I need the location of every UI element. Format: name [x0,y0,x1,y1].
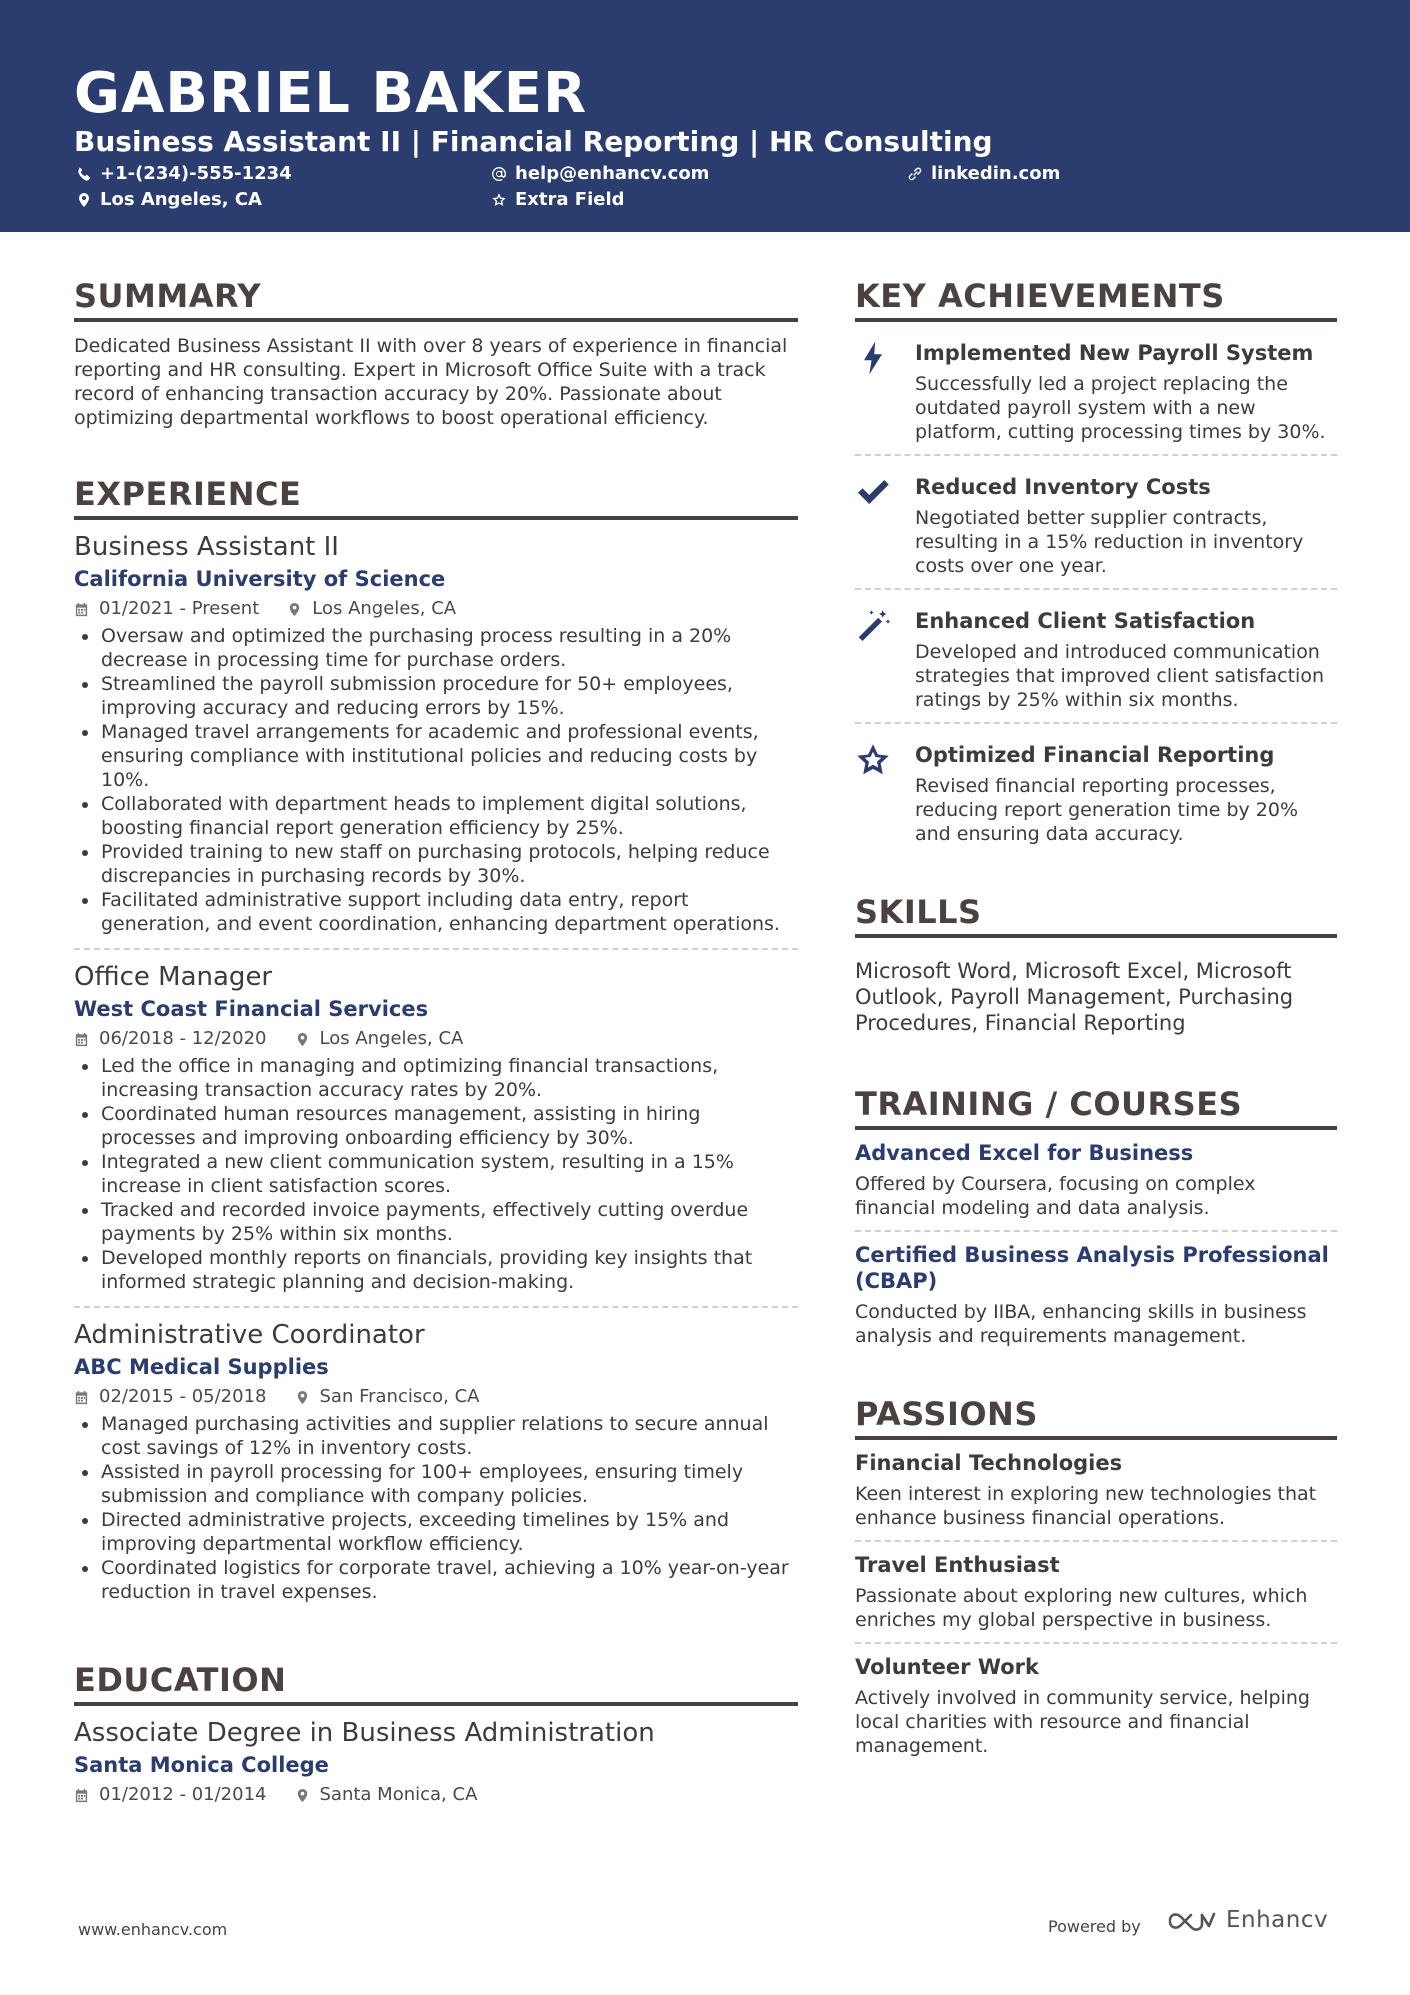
calendar-icon [74,1788,89,1803]
list-item: Facilitated administrative support including data entry, report generation, and event coordination, enhancing department operations. [74,888,798,936]
passion-desc: Keen interest in exploring new technologies that enhance business financial operations. [855,1483,1317,1529]
candidate-name: GABRIEL BAKER [74,61,588,126]
star-outline-icon [491,192,507,208]
list-item: Coordinated logistics for corporate travel, achieving a 10% year-on-year reduction in travel expenses. [74,1556,798,1604]
passion-item [855,1644,1337,1768]
training-title: Advanced Excel for Business [855,1141,1194,1165]
list-item: Integrated a new client communication system, resulting in a 15% increase in client satisfaction scores. [74,1150,798,1198]
contact-linkedin[interactable] [907,162,1060,186]
summary-heading: SUMMARY [74,276,798,322]
enhancv-logo-icon [1166,1907,1216,1933]
calendar-icon [74,602,89,617]
job-meta [74,596,798,622]
email-text: help@enhancv.com [515,163,710,184]
list-item: Collaborated with department heads to implement digital solutions, boosting financial report generation efficiency by 25%. [74,792,798,840]
contact-location [76,188,262,212]
training-desc: Conducted by IIBA, enhancing skills in business analysis and requirements management. [855,1301,1307,1347]
education-section [74,1660,798,1820]
passion-title: Travel Enthusiast [855,1553,1060,1577]
passion-item [855,1542,1337,1644]
company-name: California University of Science [74,567,446,591]
list-item: Managed purchasing activities and supplier relations to secure annual cost savings of 12% in inventory costs. [74,1412,798,1460]
linkedin-text: linkedin.com [931,163,1061,184]
list-item: Oversaw and optimized the purchasing process resulting in a 20% decrease in processing time for purchase orders. [74,624,798,672]
achievement-item [855,456,1337,590]
resume-header [0,0,1410,232]
job-title: Administrative Coordinator [74,1320,425,1350]
job-meta [74,1384,798,1410]
training-desc: Offered by Coursera, focusing on complex financial modeling and data analysis. [855,1173,1256,1219]
location-pin-icon [295,1032,310,1047]
job-dates: 01/2021 - Present [99,598,260,619]
skills-heading: SKILLS [855,892,1337,938]
degree-title: Associate Degree in Business Administration [74,1718,655,1748]
link-icon [907,166,923,182]
summary-text: Dedicated Business Assistant II with over 8 years of experience in financial reporting and HR consulting. Expert in Microsoft Office Suite with a track record of enhancing transaction accuracy by 20%. Passionate about optimizing departmental workflows to boost operational efficiency. [74,335,788,429]
experience-heading: EXPERIENCE [74,474,798,520]
job-entry [74,1308,798,1616]
skills-text: Microsoft Word, Microsoft Excel, Microsoft Outlook, Payroll Management, Purchasing Procedures, Financial Reporting [855,959,1294,1035]
list-item: Developed monthly reports on financials, providing key insights that informed strategic planning and decision-making. [74,1246,798,1294]
achievement-title: Implemented New Payroll System [915,341,1314,365]
job-meta [74,1026,798,1052]
training-heading: TRAINING / COURSES [855,1084,1337,1130]
skills-section [855,892,1337,1036]
checkmark-icon [855,474,891,510]
lightning-icon [855,340,891,376]
location-pin-icon [287,602,302,617]
list-item: Streamlined the payroll submission procedure for 50+ employees, improving accuracy and reducing errors by 15%. [74,672,798,720]
training-title: Certified Business Analysis Professional (CBAP) [855,1243,1329,1293]
training-item [855,1130,1337,1232]
list-item: Provided training to new staff on purchasing protocols, helping reduce discrepancies in purchasing records by 30%. [74,840,798,888]
achievements-heading: KEY ACHIEVEMENTS [855,276,1337,322]
achievement-title: Enhanced Client Satisfaction [915,609,1256,633]
passion-title: Volunteer Work [855,1655,1039,1679]
passion-title: Financial Technologies [855,1451,1123,1475]
training-section [855,1084,1337,1358]
education-location: Santa Monica, CA [319,1784,478,1805]
education-meta [74,1782,798,1808]
calendar-icon [74,1390,89,1405]
experience-section [74,474,798,1616]
achievement-desc: Revised financial reporting processes, reducing report generation time by 20% and ensuring data accuracy. [915,775,1299,845]
job-entry [74,950,798,1308]
contact-email[interactable] [491,162,709,186]
passion-desc: Passionate about exploring new cultures, which enriches my global perspective in business. [855,1585,1308,1631]
job-location: Los Angeles, CA [319,1028,464,1049]
achievement-title: Optimized Financial Reporting [915,743,1275,767]
magic-wand-icon [855,608,891,644]
passion-item [855,1440,1337,1542]
summary-section [74,276,798,430]
job-location: San Francisco, CA [319,1386,480,1407]
calendar-icon [74,1032,89,1047]
phone-icon [76,166,92,182]
list-item: Tracked and recorded invoice payments, effectively cutting overdue payments by 25% within six months. [74,1198,798,1246]
achievement-item [855,590,1337,724]
education-entry [74,1706,798,1820]
list-item: Managed travel arrangements for academic and professional events, ensuring compliance with institutional policies and reducing costs by 10%. [74,720,798,792]
extra-text: Extra Field [515,189,625,210]
achievement-desc: Negotiated better supplier contracts, resulting in a 15% reduction in inventory costs over one year. [915,507,1304,577]
contact-phone[interactable] [76,162,292,186]
job-dates: 02/2015 - 05/2018 [99,1386,267,1407]
job-bullets [74,624,798,936]
job-bullets [74,1054,798,1294]
achievement-title: Reduced Inventory Costs [915,475,1211,499]
footer-powered-by: Powered by [1048,1917,1141,1936]
enhancv-logo[interactable] [1166,1907,1328,1933]
location-pin-icon [295,1788,310,1803]
location-pin-icon [76,192,92,208]
job-dates: 06/2018 - 12/2020 [99,1028,267,1049]
job-bullets [74,1412,798,1604]
right-column [855,276,1337,1812]
school-name: Santa Monica College [74,1753,329,1777]
achievement-item [855,724,1337,856]
contact-extra [491,188,625,212]
star-icon [855,742,891,778]
phone-text: +1-(234)-555-1234 [100,163,292,184]
left-column [74,276,798,1864]
company-name: West Coast Financial Services [74,997,429,1021]
passion-desc: Actively involved in community service, helping local charities with resource and financial management. [855,1687,1310,1757]
job-entry [74,520,798,950]
achievement-desc: Developed and introduced communication strategies that improved client satisfaction ratings by 25% within six months. [915,641,1325,711]
company-name: ABC Medical Supplies [74,1355,329,1379]
list-item: Directed administrative projects, exceeding timelines by 15% and improving departmental workflow efficiency. [74,1508,798,1556]
education-dates: 01/2012 - 01/2014 [99,1784,267,1805]
location-pin-icon [295,1390,310,1405]
achievements-section [855,276,1337,856]
job-title: Business Assistant II [74,532,339,562]
achievement-desc: Successfully led a project replacing the outdated payroll system with a new platform, cutting processing times by 30%. [915,373,1326,443]
list-item: Coordinated human resources management, assisting in hiring processes and improving onboarding efficiency by 30%. [74,1102,798,1150]
passions-section [855,1394,1337,1768]
enhancv-logo-text: Enhancv [1226,1907,1329,1933]
job-title: Office Manager [74,962,273,992]
location-text: Los Angeles, CA [100,189,262,210]
list-item: Assisted in payroll processing for 100+ employees, ensuring timely submission and compliance with company policies. [74,1460,798,1508]
candidate-headline: Business Assistant II | Financial Reporting | HR Consulting [74,125,993,158]
job-location: Los Angeles, CA [312,598,457,619]
passions-heading: PASSIONS [855,1394,1337,1440]
footer-website-link[interactable]: www.enhancv.com [78,1920,228,1939]
education-heading: EDUCATION [74,1660,798,1706]
at-sign-icon [491,166,507,182]
training-item [855,1232,1337,1358]
achievement-item [855,322,1337,456]
list-item: Led the office in managing and optimizing financial transactions, increasing transaction accuracy rates by 20%. [74,1054,798,1102]
